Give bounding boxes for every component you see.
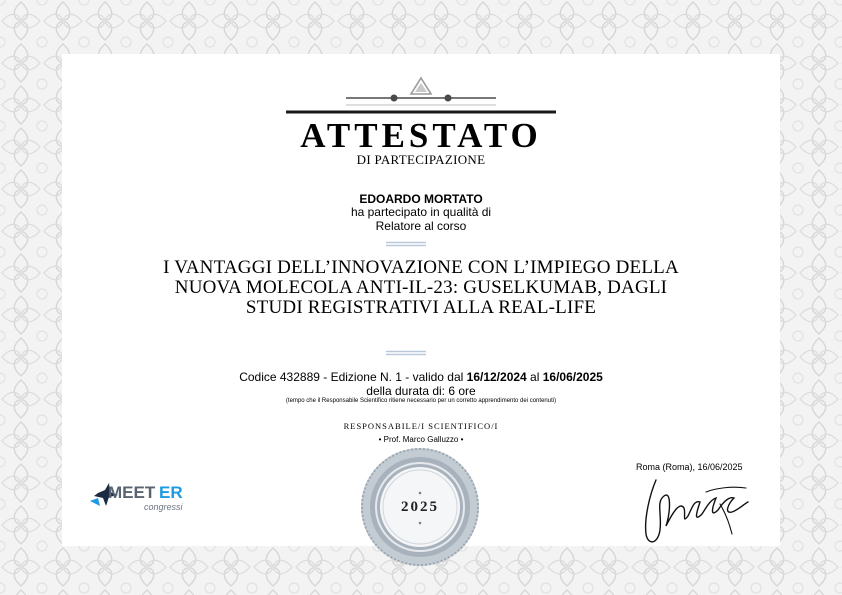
certificate-subtitle: DI PARTECIPAZIONE [356, 152, 486, 167]
responsible-name: • Prof. Marco Galluzzo • [378, 435, 464, 444]
valid-to-date: 16/06/2025 [542, 370, 603, 384]
course-title-line: I VANTAGGI DELL’INNOVAZIONE CON L’IMPIEGO DELLA [163, 257, 679, 278]
top-ornament [286, 74, 556, 120]
role-line: Relatore al corso [375, 219, 467, 233]
valid-from-date: 16/12/2024 [466, 370, 527, 384]
logo-meet: MEET [108, 483, 156, 502]
participant-name: EDOARDO MORTATO [359, 192, 483, 206]
seal-year: 2025 [401, 499, 439, 515]
duration-note: (tempo che il Responsabile Scientifico ritiene necessario per un corretto apprendimento dei contenuti) [285, 398, 557, 404]
responsible-label: RESPONSABILE/I SCIENTIFICO/I [343, 421, 499, 431]
duration-line: della durata di: 6 ore [366, 384, 476, 398]
course-title [0, 258, 842, 318]
course-title-line: NUOVA MOLECOLA ANTI-IL-23: GUSELKUMAB, DAGLI [174, 277, 668, 298]
course-code-line [0, 370, 842, 384]
signature [636, 474, 756, 550]
place-date: Roma (Roma), 16/06/2025 [636, 462, 743, 472]
code-prefix: Codice 432889 - Edizione N. 1 - valido dal [239, 370, 467, 384]
logo-sub: congressi [144, 502, 183, 512]
code-middle: al [526, 370, 543, 384]
divider-top [386, 241, 426, 247]
logo-er: ER [159, 483, 183, 502]
certificate-title: ATTESTATO [300, 116, 542, 155]
course-title-line: STUDI REGISTRATIVI ALLA REAL-LIFE [245, 297, 597, 318]
participation-line: ha partecipato in qualità di [350, 205, 492, 219]
divider-bottom [386, 350, 426, 356]
meeter-logo [88, 479, 198, 515]
